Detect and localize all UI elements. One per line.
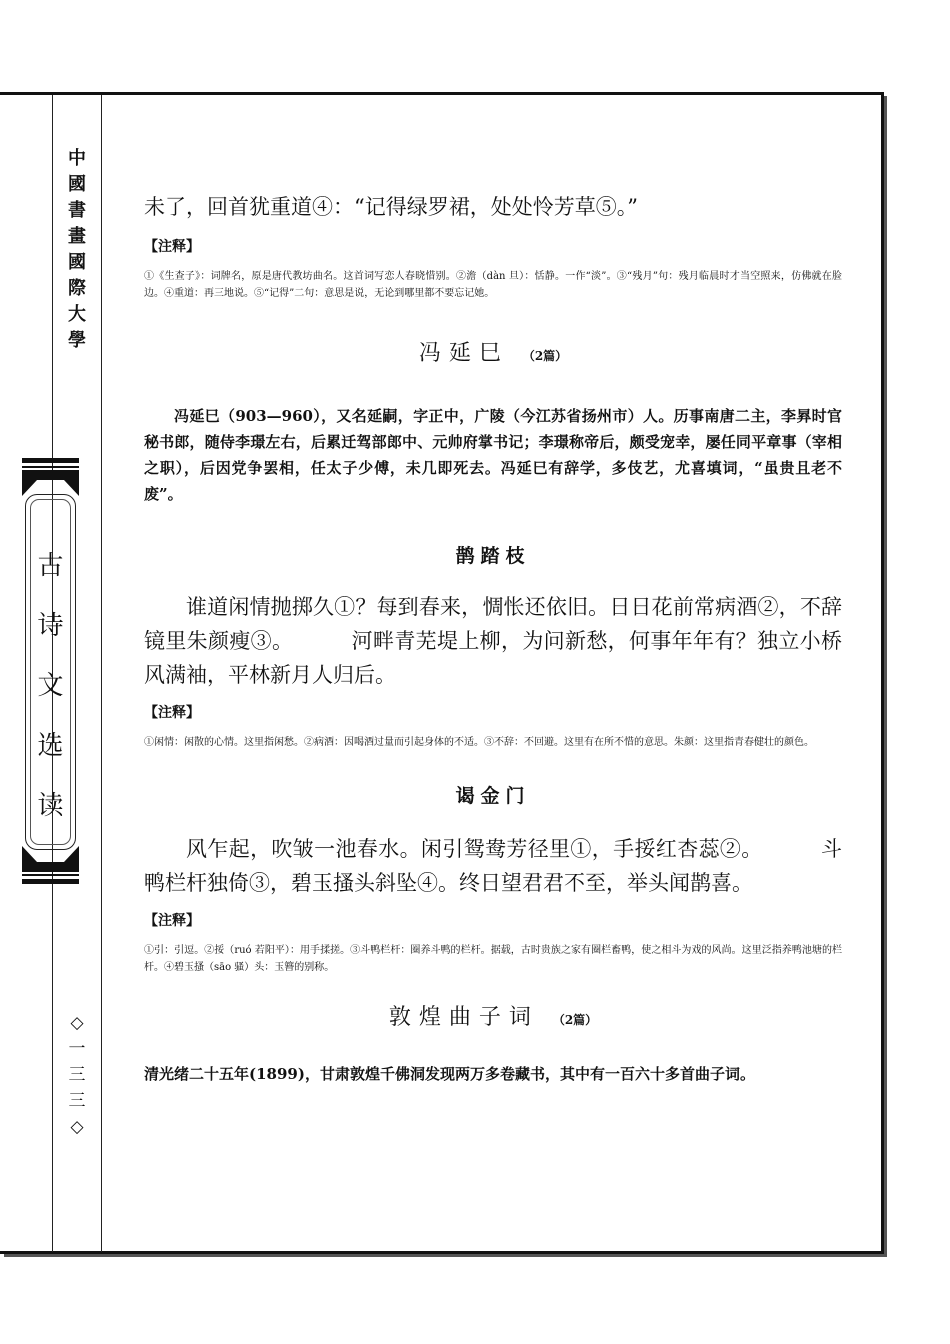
poem-stanza: 斗鸭栏杆独倚③，碧玉搔头斜坠④。终日望君君不至，举头闻鹊喜。 xyxy=(144,837,842,895)
notes-block: ①引：引逗。②挼（ruó 若阳平）：用手揉搓。③斗鸭栏杆：圈养斗鸭的栏杆。据载，古时贵族之家有圈栏畜鸭，使之相斗为戏的风尚。这里泛指养鸭池塘的栏杆。④碧玉搔（sāo 骚）头：玉簪的别称。 xyxy=(144,945,842,973)
poem-stanza: 河畔青芜堤上柳，为问新愁，何事年年有？独立小桥风满袖，平林新月人归后。 xyxy=(144,629,843,687)
main-content xyxy=(144,190,842,1087)
poem-body xyxy=(144,590,842,692)
school-name-vertical: 中 國 書 畫 國 際 大 學 xyxy=(68,148,86,351)
notes-block: ①《生查子》：词牌名，原是唐代教坊曲名。这首词写恋人春晓惜别。②澹（dàn 旦）：恬静。一作“淡”。③“残月”句：残月临晨时才当空照来，仿佛就在脸边。④重道：再三地说。⑤“记得”二句：意思是说，无论到哪里都不要忘记她。 xyxy=(144,271,842,299)
ornament-bar xyxy=(22,466,79,468)
poem-continuation: 未了，回首犹重道④：“记得绿罗裙，处处怜芳草⑤。” xyxy=(144,195,638,219)
frame-shadow xyxy=(884,96,887,1256)
frame-shadow xyxy=(4,1254,887,1257)
ornament-bar xyxy=(22,458,79,463)
poem-stanza: 谁道闲情抛掷久①？每到春来，惆怅还依旧。日日花前常病酒②，不辞镜里朱颜瘦③。 xyxy=(144,595,842,653)
ornament-cap-bottom xyxy=(22,846,79,872)
note-heading: 【注释】 xyxy=(144,913,200,929)
poem-title: 鹊踏枝 xyxy=(455,545,531,567)
poem-body xyxy=(144,832,842,900)
notes-block: ①闲情：闲散的心情。这里指闲愁。②病酒：因喝酒过量而引起身体的不适。③不辞：不回避。这里有在所不惜的意思。朱颜：这里指青春健壮的颜色。 xyxy=(144,737,814,748)
poem-count: （2篇） xyxy=(522,349,568,363)
poem-title: 谒金门 xyxy=(455,785,531,807)
author-heading xyxy=(144,336,842,367)
note-heading: 【注释】 xyxy=(144,705,200,721)
section-intro: 清光绪二十五年(1899)，甘肃敦煌千佛洞发现两万多卷藏书，其中有一百六十多首曲子词。 xyxy=(144,1065,755,1083)
note-heading: 【注释】 xyxy=(144,239,200,255)
author-bio: 冯延巳（903—960），又名延嗣，字正中，广陵（今江苏省扬州市）人。历事南唐二主，李昪时官秘书郎，随侍李璟左右，后累迁驾部郎中、元帅府掌书记；李璟称帝后，颇受宠幸，屡任同平章事（宰相之职），后因党争罢相，任太子少傅，未几即死去。冯延巳有辞学，多伎艺，尤喜填词，“虽贵且老不废”。 xyxy=(144,407,842,503)
author-name: 冯延巳 xyxy=(418,341,509,366)
ornament-cap-top xyxy=(22,470,79,496)
poem-count: （2篇） xyxy=(552,1013,598,1027)
section-title: 敦煌曲子词 xyxy=(388,1005,539,1030)
page-number-vertical: ◇ 一 三 三 ◇ xyxy=(68,1013,86,1137)
sidebar-rule xyxy=(101,95,102,1252)
book-title-vertical: 古 诗 文 选 读 xyxy=(37,551,64,821)
section-heading xyxy=(144,1000,842,1031)
ornament-bar xyxy=(22,879,79,884)
ornament-bar xyxy=(22,874,79,876)
poem-stanza: 风乍起，吹皱一池春水。闲引鸳鸯芳径里①，手挼红杏蕊②。 xyxy=(186,837,763,861)
